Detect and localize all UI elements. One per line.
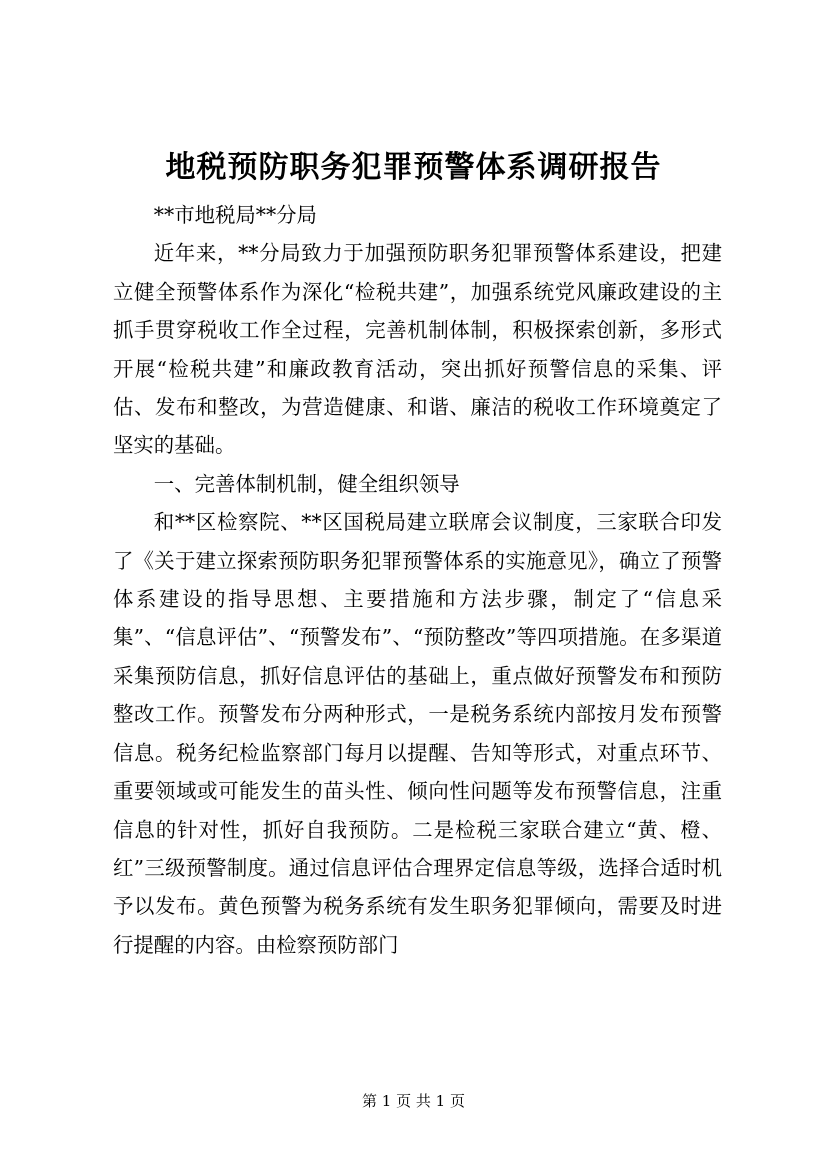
section-heading: 一、完善体制机制，健全组织领导 <box>153 471 460 496</box>
document-body <box>113 196 722 964</box>
page-footer: 第 1 页 共 1 页 <box>362 1092 465 1110</box>
author-line: **市地税局**分局 <box>153 203 317 227</box>
paragraph-intro: 近年来，**分局致力于加强预防职务犯罪预警体系建设，把建立健全预警体系作为深化“检税共建”，加强系统党风廉政建设的主抓手贯穿税收工作全过程，完善机制体制，积极探索创新，多形式开展“检税共建”和廉政教育活动，突出抓好预警信息的采集、评估、发布和整改，为营造健康、和谐、廉洁的税收工作环境奠定了坚实的基础。 <box>113 241 722 458</box>
document-title: 地税预防职务犯罪预警体系调研报告 <box>165 150 662 185</box>
paragraph-section-1: 和**区检察院、**区国税局建立联席会议制度，三家联合印发了《关于建立探索预防职务犯罪预警体系的实施意见》，确立了预警体系建设的指导思想、主要措施和方法步骤，制定了“信息采集”、“信息评估”、“预警发布”、“预防整改”等四项措施。在多渠道采集预防信息，抓好信息评估的基础上，重点做好预警发布和预防整改工作。预警发布分两种形式，一是税务系统内部按月发布预警信息。税务纪检监察部门每月以提醒、告知等形式，对重点环节、重要领域或可能发生的苗头性、倾向性问题等发布预警信息，注重信息的针对性，抓好自我预防。二是检税三家联合建立“黄、橙、红”三级预警制度。通过信息评估合理界定信息等级，选择合适时机予以发布。黄色预警为税务系统有发生职务犯罪倾向，需要及时进行提醒的内容。由检察预防部门 <box>113 510 722 957</box>
